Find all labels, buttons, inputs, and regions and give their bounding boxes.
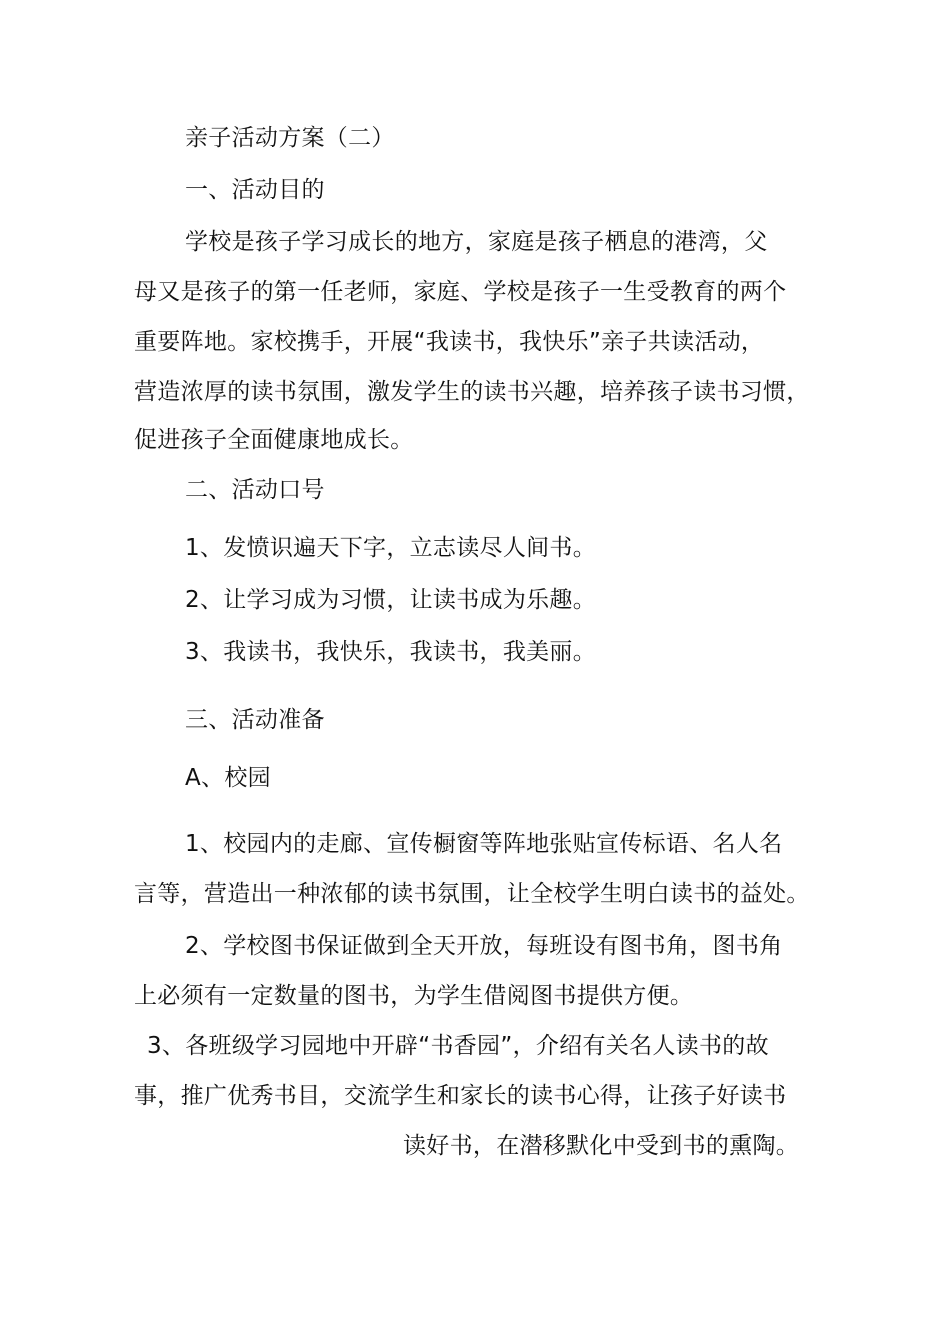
prep-item-2-line-1: 2、学校图书保证做到全天开放，每班设有图书角，图书角 <box>185 933 783 959</box>
prep-item-3-line-3: 读好书，在潜移默化中受到书的熏陶。 <box>403 1133 800 1159</box>
subheading-campus: A、校园 <box>185 765 271 791</box>
prep-item-1-line-2: 言等，营造出一种浓郁的读书氛围，让全校学生明白读书的益处。 <box>134 881 810 907</box>
document-title: 亲子活动方案（二） <box>185 125 395 151</box>
section-heading-slogans: 二、活动口号 <box>185 477 325 503</box>
purpose-line-4: 营造浓厚的读书氛围，激发学生的读书兴趣，培养孩子读书习惯， <box>134 379 810 405</box>
purpose-line-3: 重要阵地。家校携手，开展“我读书，我快乐”亲子共读活动， <box>134 329 765 355</box>
section-heading-purpose: 一、活动目的 <box>185 177 325 203</box>
purpose-line-5: 促进孩子全面健康地成长。 <box>134 427 414 453</box>
purpose-line-2: 母又是孩子的第一任老师，家庭、学校是孩子一生受教育的两个 <box>134 279 787 305</box>
slogan-item-2: 2、让学习成为习惯，让读书成为乐趣。 <box>185 587 597 613</box>
slogan-item-3: 3、我读书，我快乐，我读书，我美丽。 <box>185 639 597 665</box>
prep-item-3-line-1: 3、各班级学习园地中开辟“书香园”，介绍有关名人读书的故 <box>147 1033 769 1059</box>
section-heading-preparation: 三、活动准备 <box>185 707 325 733</box>
slogan-item-1: 1、发愤识遍天下字，立志读尽人间书。 <box>185 535 597 561</box>
prep-item-2-line-2: 上必须有一定数量的图书，为学生借阅图书提供方便。 <box>134 983 694 1009</box>
prep-item-3-line-2: 事，推广优秀书目，交流学生和家长的读书心得，让孩子好读书 <box>134 1083 787 1109</box>
prep-item-1-line-1: 1、校园内的走廊、宣传橱窗等阵地张贴宣传标语、名人名 <box>185 831 783 857</box>
purpose-line-1: 学校是孩子学习成长的地方，家庭是孩子栖息的港湾，父 <box>185 229 768 255</box>
